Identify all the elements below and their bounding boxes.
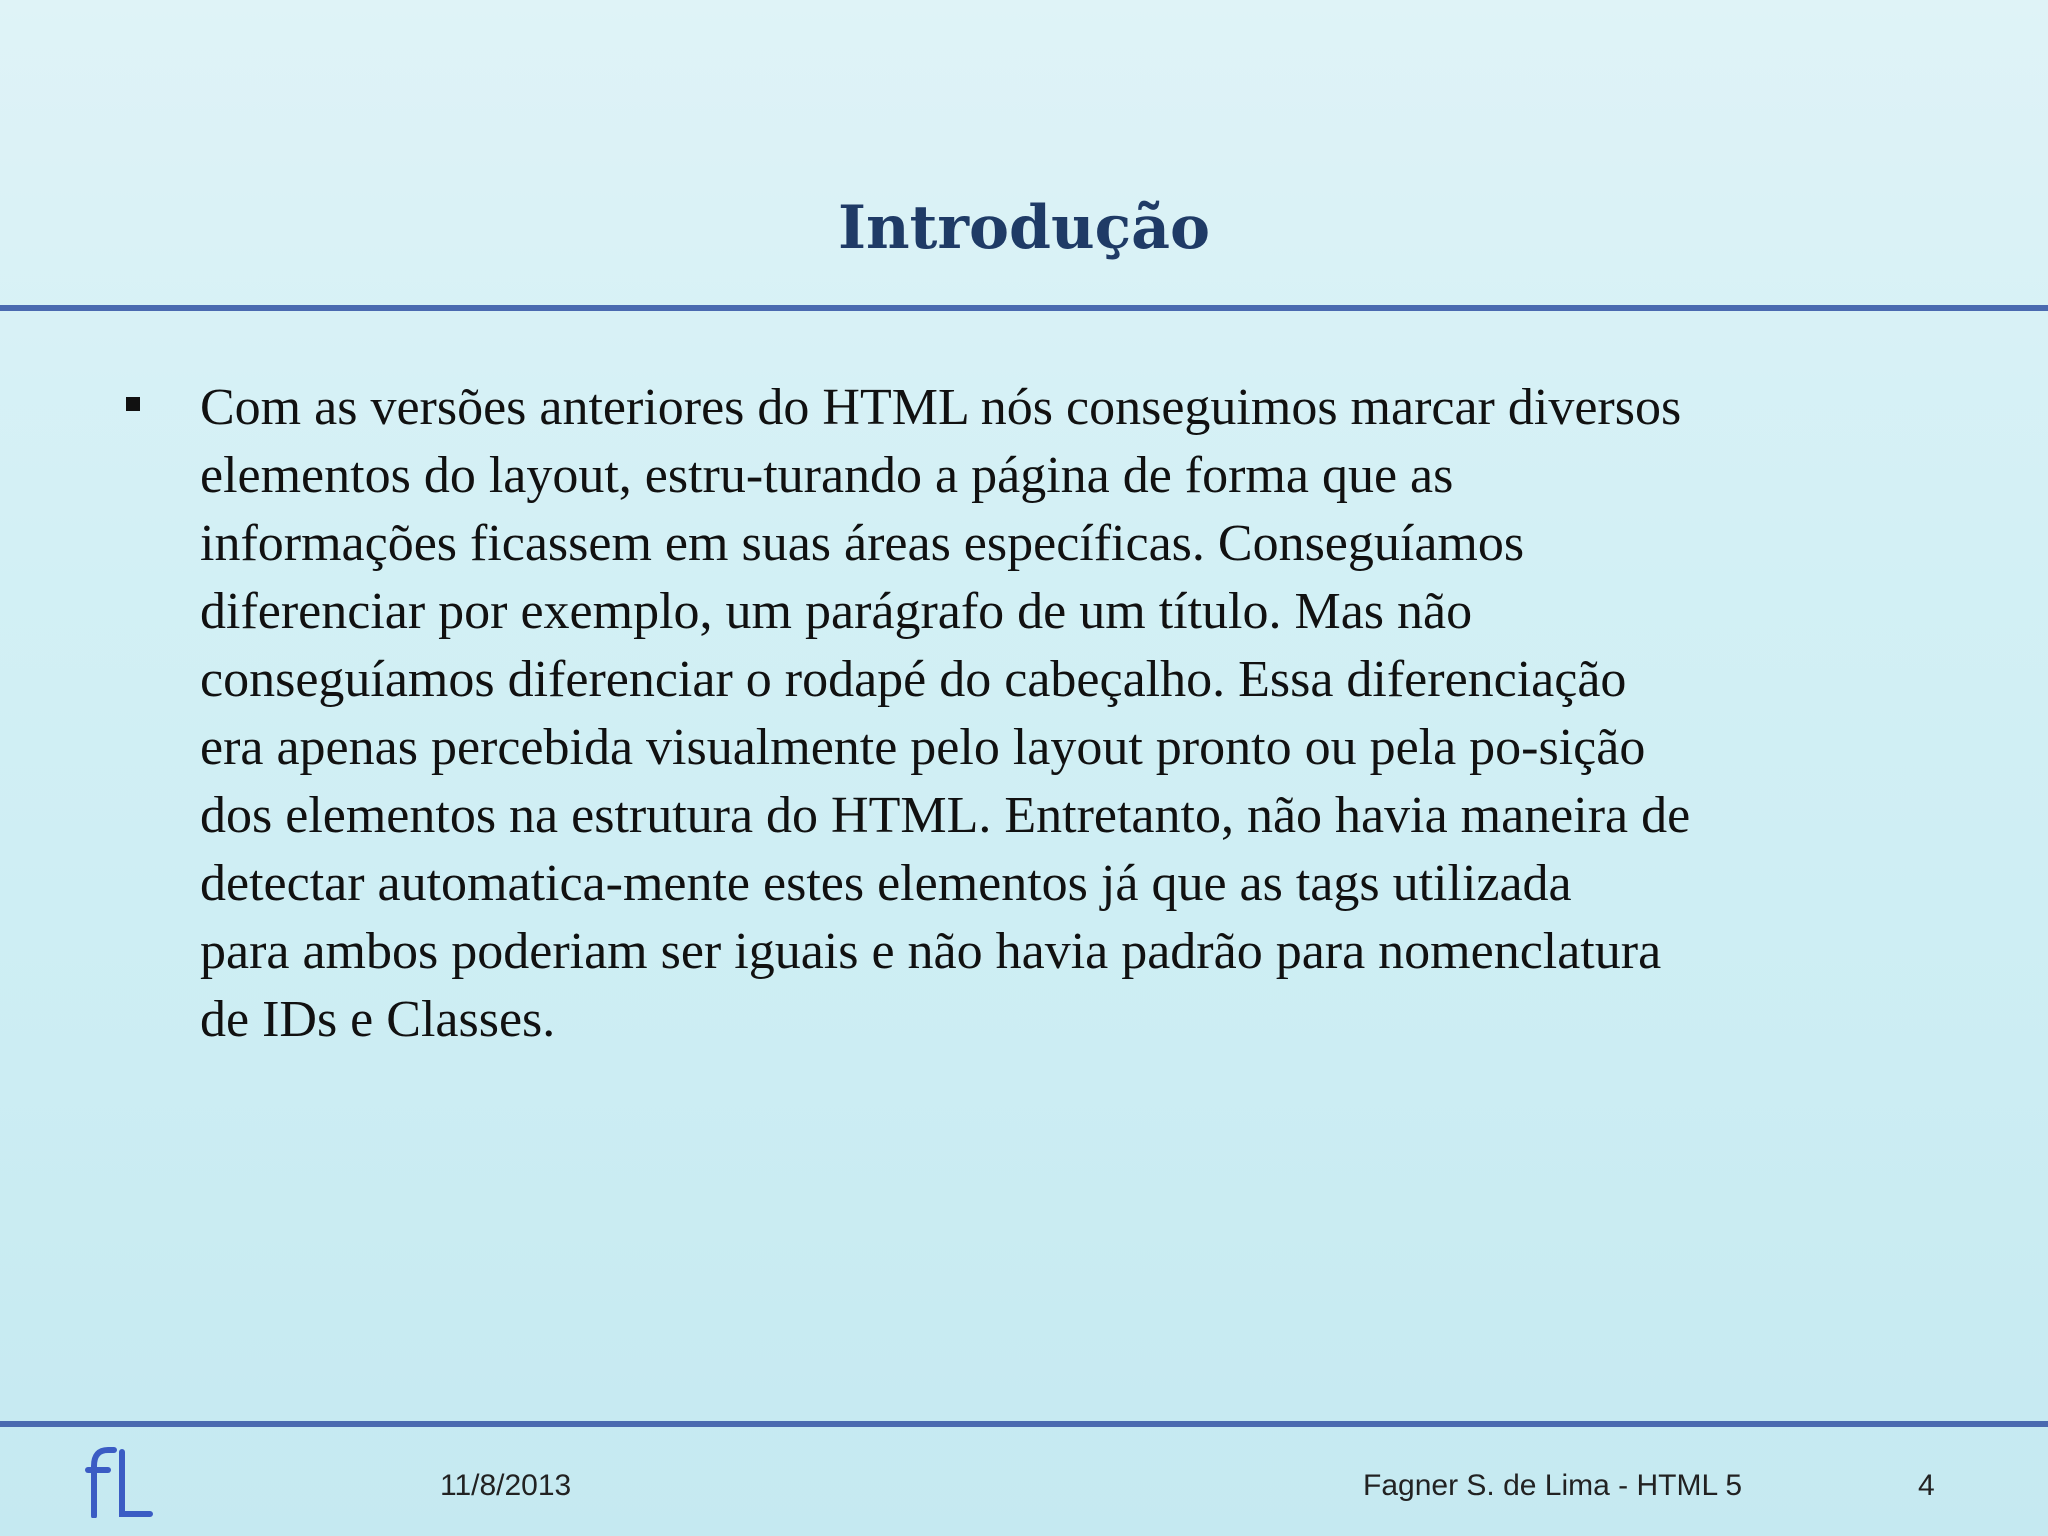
footer-date: 11/8/2013 (440, 1469, 572, 1502)
author-logo (84, 1438, 154, 1518)
body-line: diferenciar por exemplo, um parágrafo de um título. Mas não (200, 583, 1473, 640)
bullet-marker (126, 397, 140, 411)
body-line: de IDs e Classes. (200, 991, 556, 1048)
page-number: 4 (1918, 1469, 1935, 1502)
body-line: detectar automatica-mente estes elementos já que as tags utilizada (200, 855, 1572, 912)
slide-body (200, 374, 1940, 1054)
slide-title: Introdução (837, 193, 1211, 263)
footer-divider (0, 1421, 2048, 1427)
body-line: dos elementos na estrutura do HTML. Entretanto, não havia maneira de (200, 787, 1691, 844)
body-line: para ambos poderiam ser iguais e não havia padrão para nomenclatura (200, 923, 1662, 980)
body-line: conseguíamos diferenciar o rodapé do cabeçalho. Essa diferenciação (200, 651, 1627, 708)
body-line: elementos do layout, estru-turando a página de forma que as (200, 447, 1454, 504)
body-line: Com as versões anteriores do HTML nós conseguimos marcar diversos (200, 379, 1682, 436)
body-line: informações ficassem em suas áreas específicas. Conseguíamos (200, 515, 1525, 572)
body-line: era apenas percebida visualmente pelo layout pronto ou pela po-sição (200, 719, 1646, 776)
footer-author: Fagner S. de Lima - HTML 5 (1363, 1469, 1743, 1502)
title-divider (0, 305, 2048, 311)
